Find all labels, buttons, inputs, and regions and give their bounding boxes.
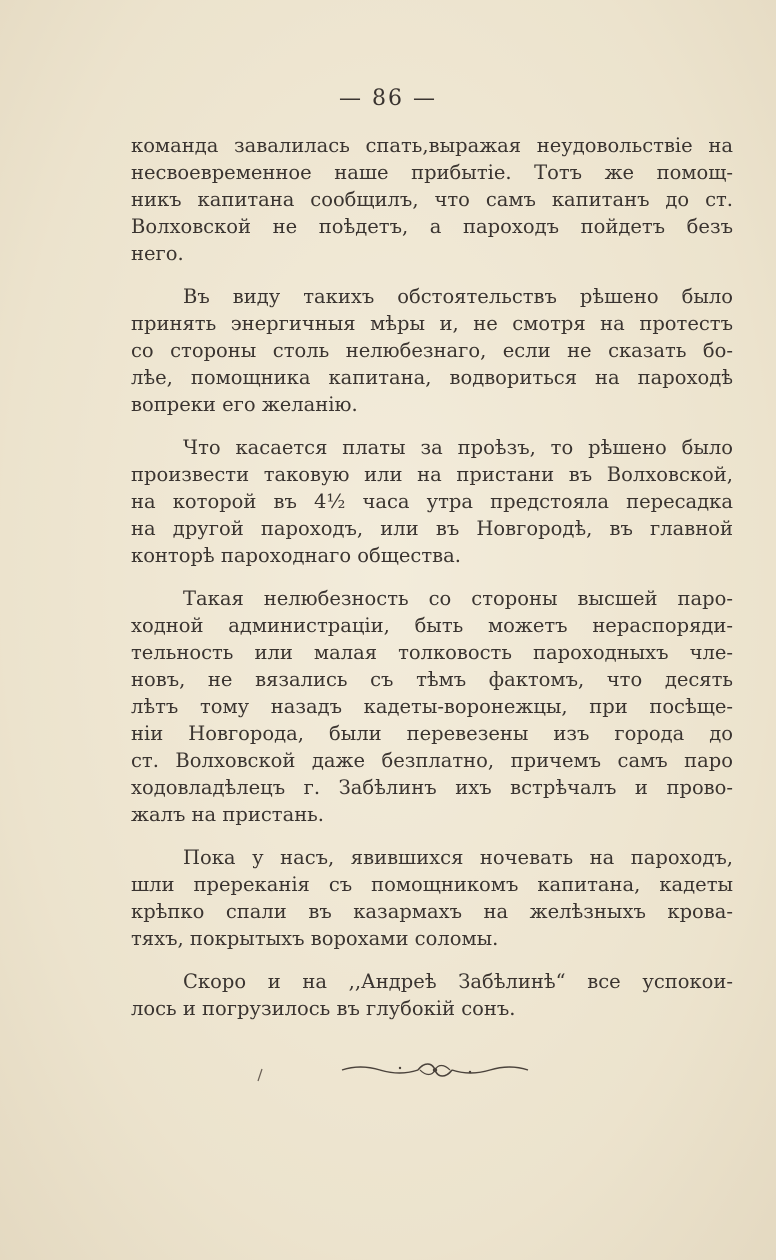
paragraph: [131, 968, 733, 1022]
text-line: Такая нелюбезность со стороны высшей паро-: [183, 587, 733, 610]
body-text: [131, 132, 733, 1022]
text-line: вопреки его желанію.: [131, 393, 358, 416]
text-line: ніи Новгорода, были перевезены изъ города до: [131, 722, 733, 745]
page-number: — 86 —: [339, 86, 437, 111]
text-line: лѣтъ тому назадъ кадеты-воронежцы, при посѣще-: [131, 695, 733, 718]
text-line: тельность или малая толковость пароходныхъ чле-: [131, 641, 733, 664]
text-line: ходовладѣлецъ г. Забѣлинъ ихъ встрѣчалъ и прово-: [131, 776, 733, 799]
paragraph: [131, 283, 733, 418]
text-line: на другой пароходъ, или въ Новгородѣ, въ главной: [131, 517, 733, 540]
text-line: Пока у насъ, явившихся ночевать на пароходъ,: [183, 846, 733, 869]
paragraph: [131, 434, 733, 569]
text-line: Волховской не поѣдетъ, а пароходъ пойдетъ безъ: [131, 215, 733, 238]
text-line: лѣе, помощника капитана, водвориться на пароходѣ: [131, 366, 733, 389]
text-line: Скоро и на ,,Андреѣ Забѣлинѣ“ все успокои-: [183, 970, 733, 993]
text-line: него.: [131, 242, 184, 265]
text-line: новъ, не вязались съ тѣмъ фактомъ, что десять: [131, 668, 733, 691]
text-line: команда завалилась спать,выражая неудовольствіе на: [131, 134, 733, 157]
text-line: шли пререканія съ помощникомъ капитана, кадеты: [131, 873, 733, 896]
text-line: Въ виду такихъ обстоятельствъ рѣшено было: [183, 285, 733, 308]
text-line: со стороны столь нелюбезнаго, если не сказать бо-: [131, 339, 733, 362]
text-line: принять энергичныя мѣры и, не смотря на протестъ: [131, 312, 733, 335]
text-line: никъ капитана сообщилъ, что самъ капитанъ до ст.: [131, 188, 733, 211]
text-line: Что касается платы за проѣзъ, то рѣшено было: [183, 436, 733, 459]
text-line: несвоевременное наше прибытіе. Тотъ же помощ-: [131, 161, 733, 184]
paragraph: [131, 132, 733, 267]
text-line: крѣпко спали въ казармахъ на желѣзныхъ крова-: [131, 900, 733, 923]
paragraph: [131, 585, 733, 828]
stray-mark-icon: [256, 1068, 264, 1082]
text-line: жалъ на пристань.: [131, 803, 325, 826]
text-line: лось и погрузилось въ глубокій сонъ.: [131, 997, 516, 1020]
text-line: тяхъ, покрытыхъ ворохами соломы.: [131, 927, 499, 950]
text-line: ходной администраціи, быть можетъ нераспоряди-: [131, 614, 733, 637]
paragraph: [131, 844, 733, 952]
ornament-flourish-icon: [340, 1060, 530, 1080]
text-line: произвести таковую или на пристани въ Волховской,: [131, 463, 733, 486]
text-line: конторѣ пароходнаго общества.: [131, 544, 461, 567]
text-line: ст. Волховской даже безплатно, причемъ самъ паро: [131, 749, 733, 772]
text-line: на которой въ 4½ часа утра предстояла пересадка: [131, 490, 733, 513]
